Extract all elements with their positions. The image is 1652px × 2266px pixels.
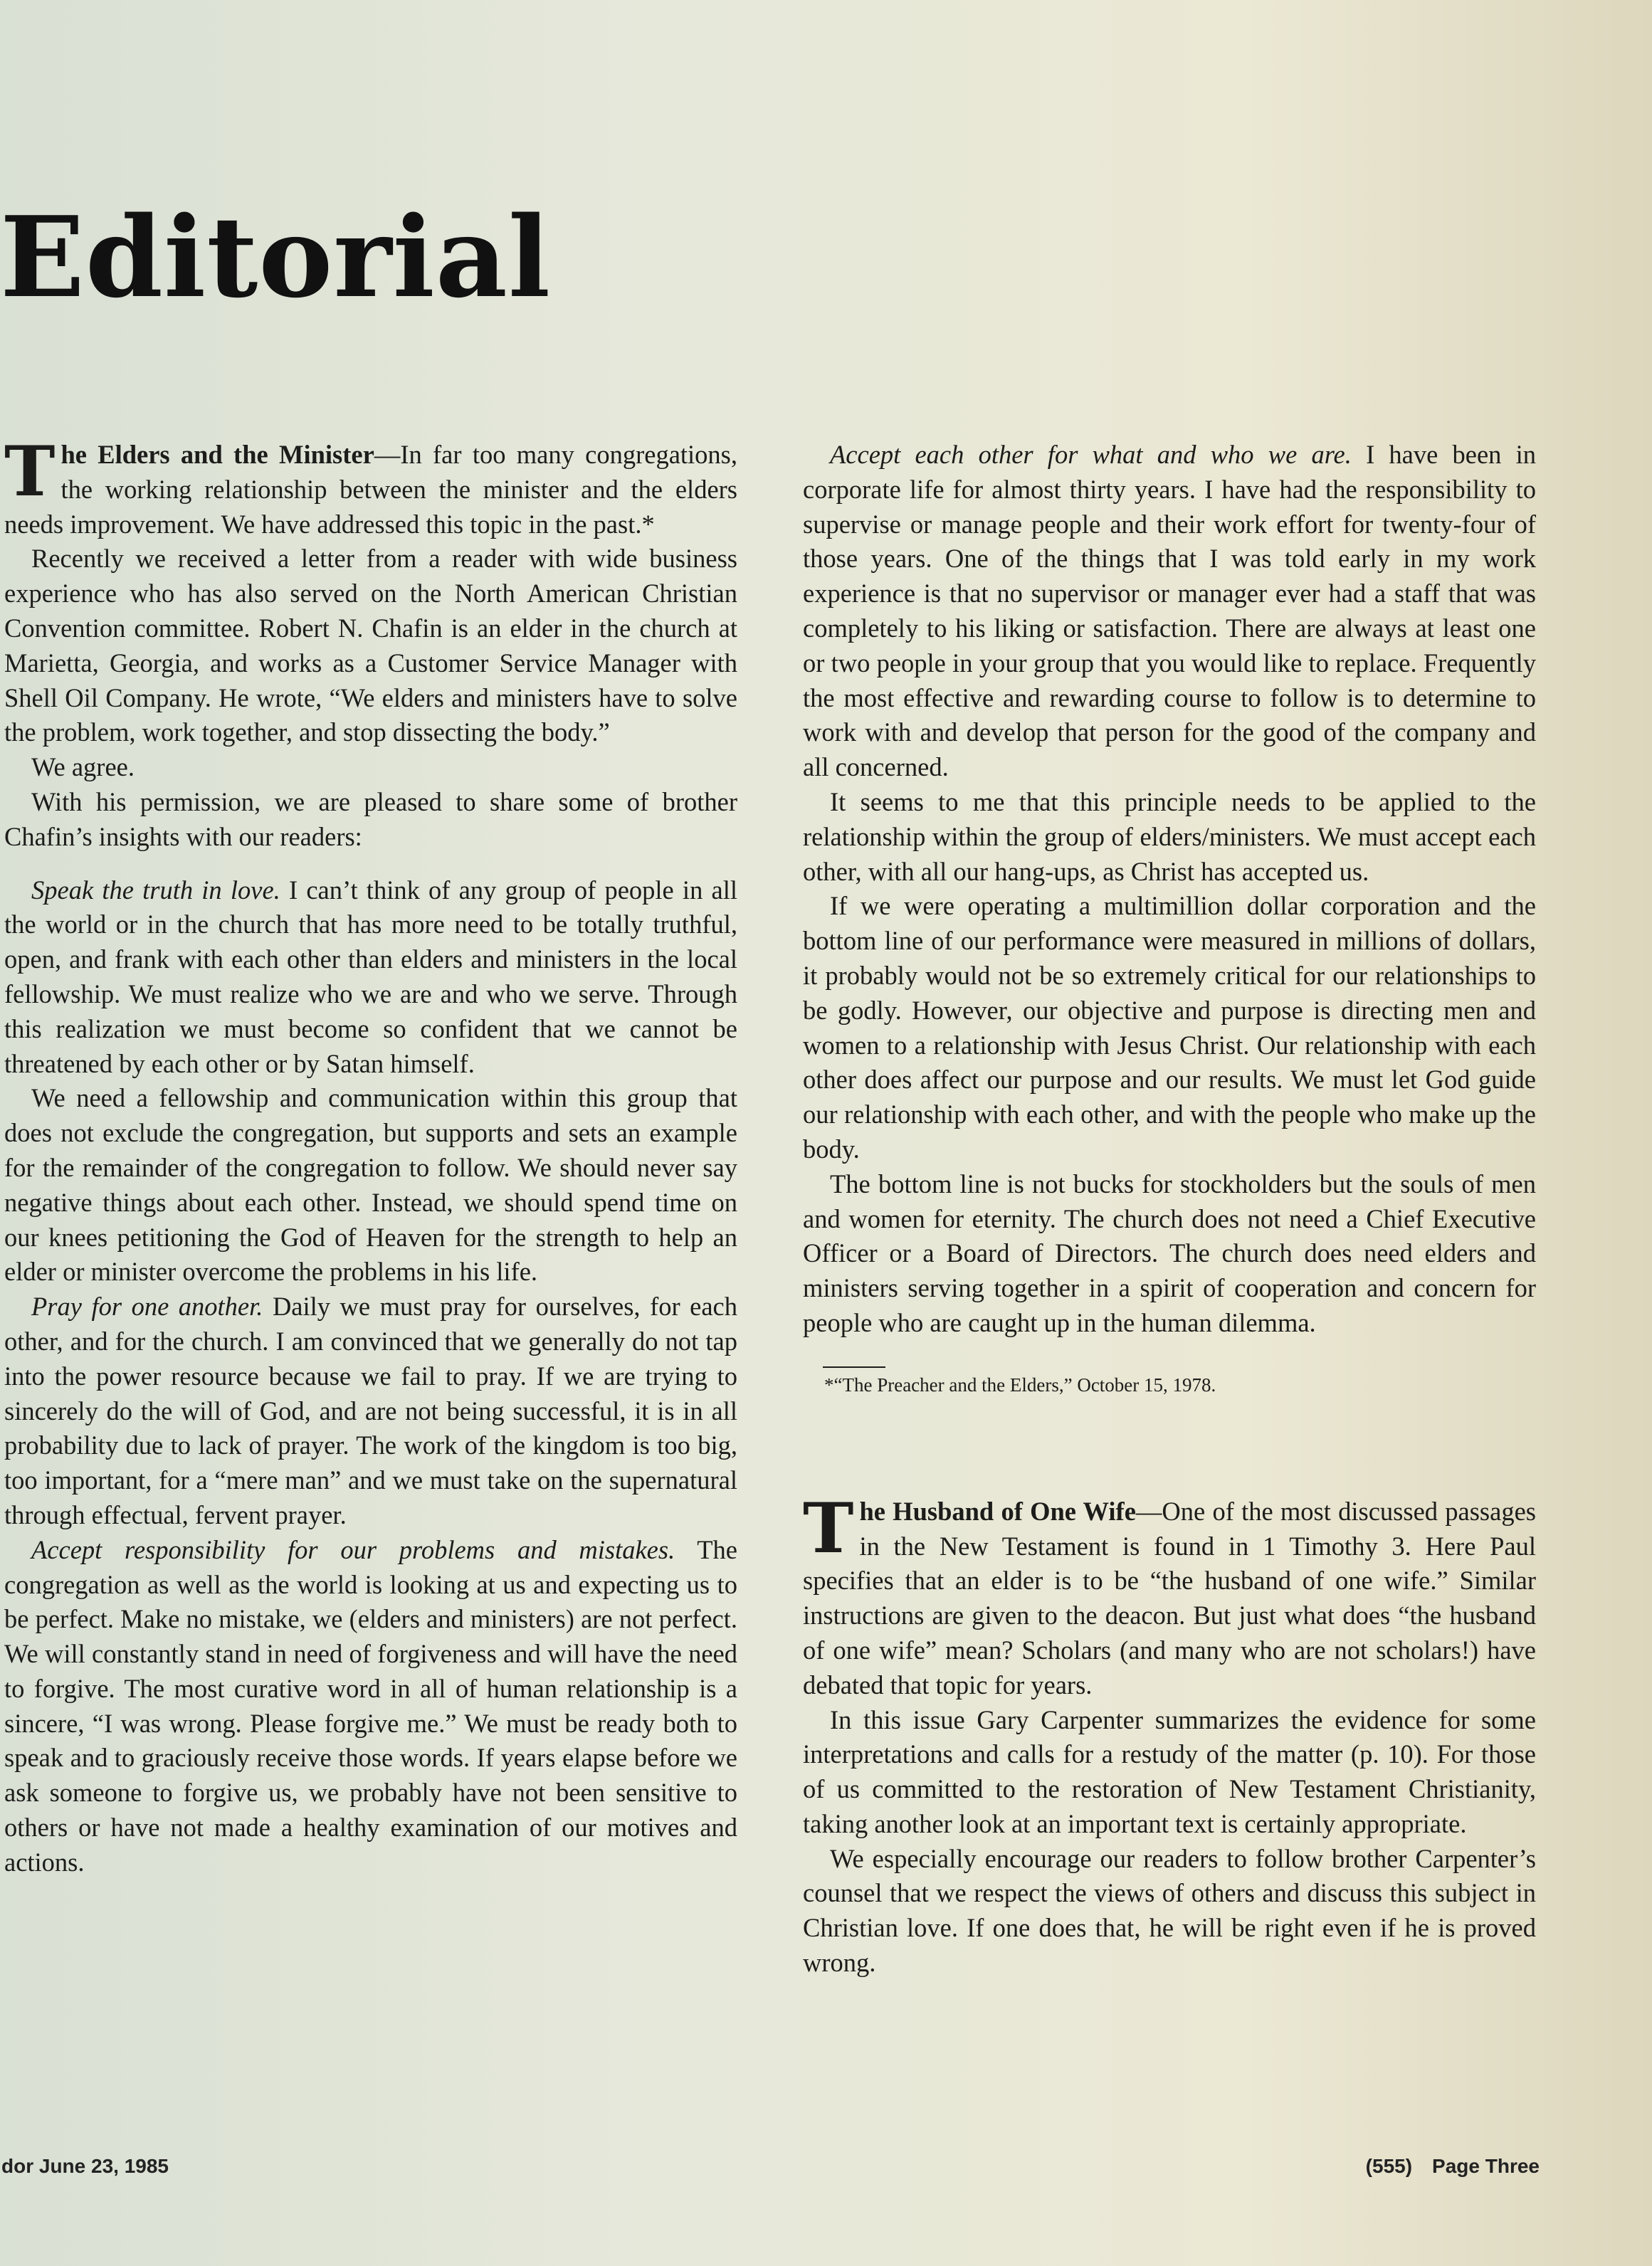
article-husband-paragraph-2: In this issue Gary Carpenter summarizes the evidence for some interpretations and calls for a restudy of the matter (p. 10). For those of us committed to the restoration of New Testament Christianity, taking another look at an important text is certainly appropriate. <box>803 1704 1536 1838</box>
left-column <box>4 431 738 1880</box>
article-elders-heading: he Elders and the Minister <box>60 440 374 469</box>
article-husband-paragraph-1: The Husband of One Wife—One of the most discussed passages in the New Testament is found in 1 Timothy 3. Here Paul specifies that an elder is to be “the husband of one wife.” Similar instructions are given to the deacon. But just what does “the husband of one wife” mean? Scholars (and many who are not scholars!) have debated that topic for years. <box>803 1487 1536 1700</box>
right-column <box>803 438 1536 1981</box>
dropcap: T <box>803 1487 854 1569</box>
page-label: Page Three <box>1432 2155 1540 2177</box>
footer-date: dor June 23, 1985 <box>1 2155 169 2177</box>
article-elders-paragraph-6: We need a fellowship and communication within this group that does not exclude the congregation, but supports and sets an example for the remainder of the congregation to follow. We should never say negative things about each other. Instead, we should spend time on our knees petitioning the God of Heaven for the strength to help an elder or minister overcome the problems in his life. <box>4 1083 737 1287</box>
subheading-pray: Pray for one another. <box>31 1292 263 1322</box>
footnote-divider <box>823 1366 885 1368</box>
article-elders-paragraph-3: We agree. <box>31 752 135 782</box>
article-elders-paragraph-11: If we were operating a multimillion dollar corporation and the bottom line of our performance were measured in millions of dollars, it probably would not be so extremely critical for our relationships to be godly. However, our objective and purpose is directing men and women to a relationship with Jesus Christ. Our relationship with each other does affect our purpose and our results. We must let God guide our relationship with each other, and with the people who make up the body. <box>803 891 1536 1164</box>
article-elders-paragraph-4: With his permission, we are pleased to share some of brother Chafin’s insights with our readers: <box>4 786 737 851</box>
article-elders-paragraph-9: Accept each other for what and who we are. I have been in corporate life for almost thirty years. I have had the responsibility to supervise or manage people and their work effort for twenty-four of those years. One of the things that I was told early in my work experience is that no supervisor or manager ever had a staff that was completely to his liking or satisfaction. There are always at least one or two people in your group that you would like to replace. Frequently the most effective and rewarding course to follow is to determine to work with and develop that person for the good of the company and all concerned. <box>803 440 1536 782</box>
subheading-accept-responsibility: Accept responsibility for our problems and mistakes. <box>31 1534 675 1564</box>
dropcap: T <box>4 431 56 512</box>
footer-page-number <box>1366 2155 1540 2178</box>
article-elders-paragraph-7: Pray for one another. Daily we must pray for ourselves, for each other, and for the church. I am convinced that we generally do not tap into the power resource because we fail to pray. If we are trying to sincerely do the will of God, and are not being successful, it is in all probability due to lack of prayer. The work of the kingdom is too big, too important, for a “mere man” and we must take on the supernatural through effectual, fervent prayer. <box>4 1292 737 1529</box>
subheading-speak-truth: Speak the truth in love. <box>31 875 280 905</box>
subheading-accept-each-other: Accept each other for what and who we are. <box>830 440 1352 469</box>
article-husband-heading: he Husband of One Wife <box>859 1496 1136 1526</box>
article-elders-paragraph-5: Speak the truth in love. I can’t think of any group of people in all the world or in the church that has more need to be totally truthful, open, and frank with each other than elders and ministers in the local fellowship. We must realize who we are and who we serve. Through this realization we must become so confident that we cannot be threatened by each other or by Satan himself. <box>4 875 737 1078</box>
article-husband-one-wife <box>803 1487 1536 1981</box>
article-elders-paragraph-8: Accept responsibility for our problems and mistakes. The congregation as well as the world is looking at us and expecting us to be perfect. Make no mistake, we (elders and ministers) are not perfect. We will constantly stand in need of forgiveness and will have the need to forgive. The most curative word in all of human relationship is a sincere, “I was wrong. Please forgive me.” We must be ready both to speak and to graciously receive those words. If years elapse before we ask someone to forgive us, we probably have not been sensitive to others or have not made a healthy examination of our motives and actions. <box>4 1534 738 1877</box>
masthead-title: Editorial <box>0 192 552 322</box>
article-elders-paragraph-10: It seems to me that this principle needs to be applied to the relationship within the group of elders/ministers. We must accept each other, with all our hang-ups, as Christ has accepted us. <box>803 786 1536 886</box>
article-elders-paragraph-12: The bottom line is not bucks for stockholders but the souls of men and women for eternity. The church does not need a Chief Executive Officer or a Board of Directors. The church does need elders and ministers serving together in a spirit of cooperation and concern for people who are caught up in the human dilemma. <box>803 1169 1536 1337</box>
footnote: *“The Preacher and the Elders,” October 15, 1978. <box>824 1374 1216 1396</box>
article-husband-paragraph-3: We especially encourage our readers to follow brother Carpenter’s counsel that we respect the views of others and discuss this subject in Christian love. If one does that, he will be right even if he is proved wrong. <box>803 1843 1536 1978</box>
article-elders-paragraph-2: Recently we received a letter from a reader with wide business experience who has also served on the North American Christian Convention committee. Robert N. Chafin is an elder in the church at Marietta, Georgia, and works as a Customer Service Manager with Shell Oil Company. He wrote, “We elders and ministers have to solve the problem, work together, and stop dissecting the body.” <box>4 544 737 747</box>
article-elders-paragraph-1: The Elders and the Minister—In far too many congregations, the working relationship between the minister and the elders needs improvement. We have addressed this topic in the past.* <box>4 431 738 539</box>
page-code: (555) <box>1365 2155 1413 2177</box>
